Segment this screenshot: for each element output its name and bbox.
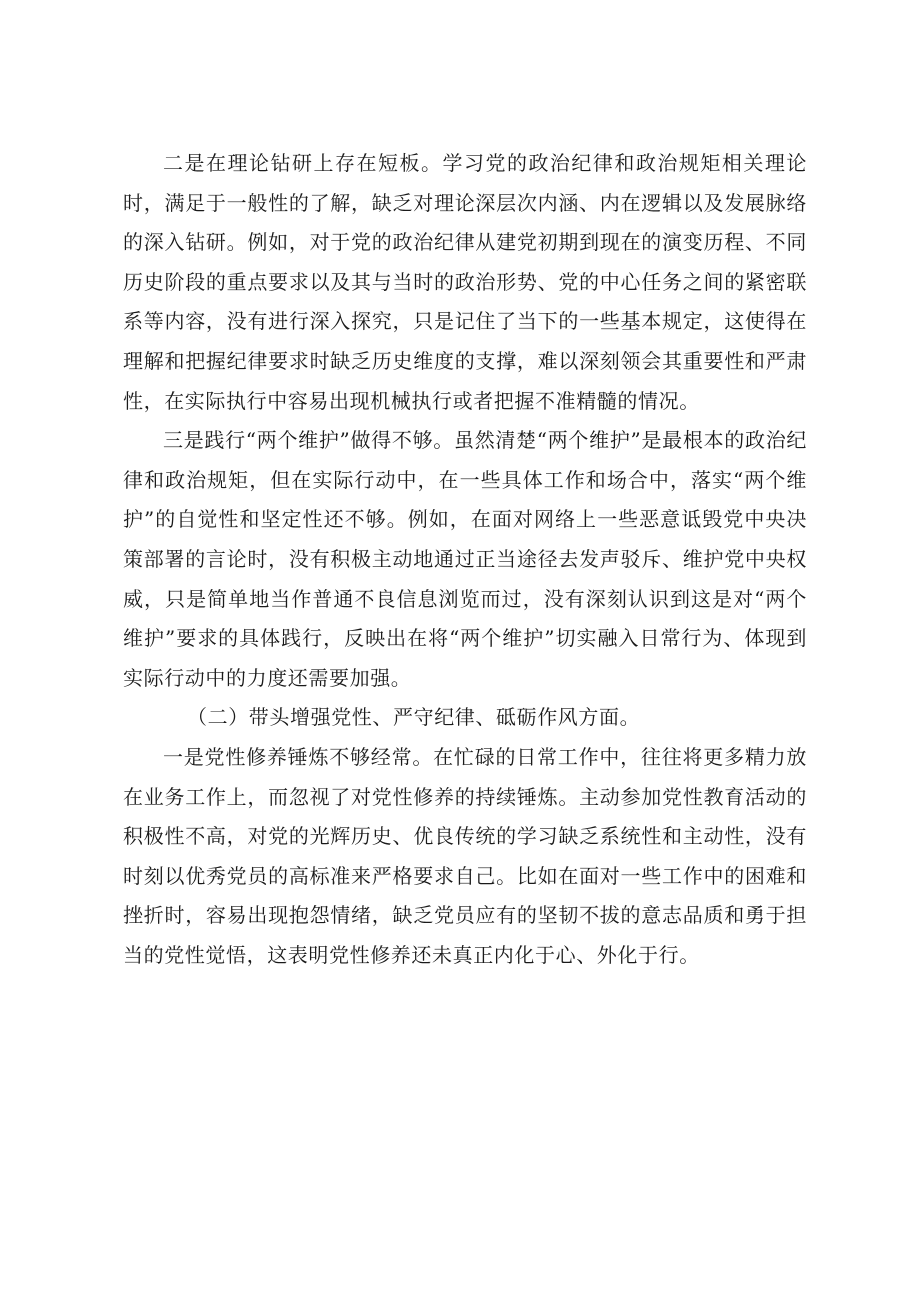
paragraph-theory-study: 二是在理论钻研上存在短板。学习党的政治纪律和政治规矩相关理论时，满足于一般性的了解，缺乏对理论深层次内涵、内在逻辑以及发展脉络的深入钻研。例如，对于党的政治纪律从建党初期到现在的演变历程、不同历史阶段的重点要求以及其与当时的政治形势、党的中心任务之间的紧密联系等内容，没有进行深入探究，只是记住了当下的一些基本规定，这使得在理解和把握纪律要求时缺乏历史维度的支撑，难以深刻领会其重要性和严肃性，在实际执行中容易出现机械执行或者把握不准精髓的情况。 [123,151,807,413]
paragraph-party-spirit: 一是党性修养锤炼不够经常。在忙碌的日常工作中，往往将更多精力放在业务工作上，而忽视了对党性修养的持续锤炼。主动参加党性教育活动的积极性不高，对党的光辉历史、优良传统的学习缺乏系统性和主动性，没有时刻以优秀党员的高标准来严格要求自己。比如在面对一些工作中的困难和挫折时，容易出现抱怨情绪，缺乏党员应有的坚韧不拔的意志品质和勇于担当的党性觉悟，这表明党性修养还未真正内化于心、外化于行。 [123,744,807,967]
paragraph-two-safeguards: 三是践行“两个维护”做得不够。虽然清楚“两个维护”是最根本的政治纪律和政治规矩，但在实际行动中，在一些具体工作和场合中，落实“两个维护”的自觉性和坚定性还不够。例如，在面对网络上一些恶意诋毁党中央决策部署的言论时，没有积极主动地通过正当途径去发声驳斥、维护党中央权威，只是简单地当作普通不良信息浏览而过，没有深刻认识到这是对“两个维护”要求的具体践行，反映出在将“两个维护”切实融入日常行为、体现到实际行动中的力度还需要加强。 [123,428,807,690]
section-heading: （二）带头增强党性、严守纪律、砥砺作风方面。 [187,705,641,730]
document-body [123,144,807,975]
